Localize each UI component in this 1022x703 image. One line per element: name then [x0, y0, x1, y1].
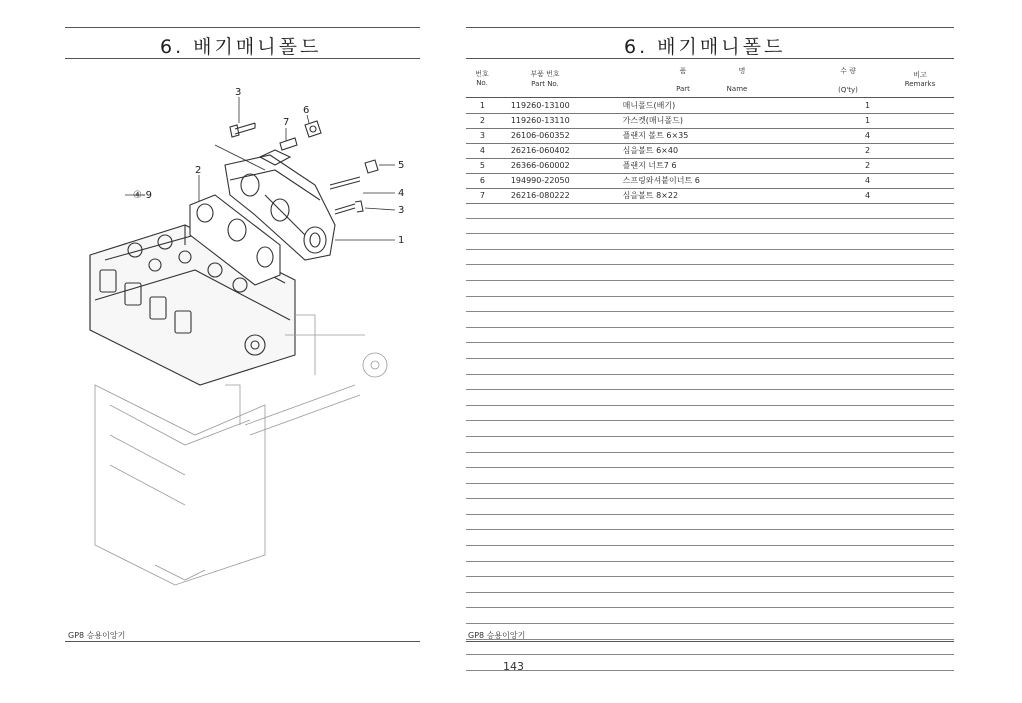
callout-3: 3 [398, 205, 405, 216]
cell-part-name: 매니폴드(배기) [621, 99, 837, 114]
cell-qty: 1 [837, 114, 899, 129]
callout-5: 5 [398, 160, 405, 171]
header-remarks-en: Remarks [904, 80, 936, 88]
page-title-right: 6. 배기매니폴드 [624, 36, 786, 58]
header-no-en: No. [476, 79, 488, 87]
cell-no: 3 [466, 129, 499, 144]
cell-part-no: 26216-080222 [499, 189, 621, 204]
top-rule-right [466, 27, 954, 28]
cell-part-no: 26106-060352 [499, 129, 621, 144]
cell-qty: 2 [837, 159, 899, 174]
cell-remarks [898, 189, 954, 204]
header-name-ko-1: 품 [679, 67, 687, 75]
cell-no: 2 [466, 114, 499, 129]
callout-4: 4 [398, 188, 405, 199]
table-row [466, 144, 954, 159]
cell-part-name: 플랜지 볼트 6×35 [621, 129, 837, 144]
cell-qty: 4 [837, 129, 899, 144]
cell-no: 1 [466, 99, 499, 114]
header-name-en-2: Name [726, 85, 748, 93]
header-remarks-ko: 비고 [913, 71, 927, 79]
header-part-no-ko: 부품 번호 [530, 70, 560, 78]
cell-part-no: 119260-13110 [499, 114, 621, 129]
footer-label: GP8 승용이앙기 [68, 631, 126, 640]
callout-6: 6 [303, 105, 310, 116]
header-no-ko: 번호 [475, 70, 489, 78]
table-row [466, 114, 954, 129]
cell-remarks [898, 129, 954, 144]
header-name-ko-2: 명 [738, 67, 746, 75]
table-row [466, 99, 954, 114]
cell-no: 4 [466, 144, 499, 159]
cell-qty: 4 [837, 189, 899, 204]
cell-remarks [898, 114, 954, 129]
cell-qty: 2 [837, 144, 899, 159]
parts-table [466, 99, 954, 204]
table-row [466, 189, 954, 204]
page-title: 6. 배기매니폴드 [160, 36, 322, 58]
header-rule [466, 97, 954, 98]
title-rule [65, 58, 420, 59]
exploded-parts-diagram [65, 85, 425, 605]
header-qty-ko: 수 량 [840, 67, 856, 75]
callout-7: 7 [283, 117, 290, 128]
callout-3-top: 3 [235, 87, 242, 98]
cell-part-name: 플랜지 너트7 6 [621, 159, 837, 174]
cell-no: 7 [466, 189, 499, 204]
cell-remarks [898, 99, 954, 114]
cell-qty: 1 [837, 99, 899, 114]
cell-part-no: 194990-22050 [499, 174, 621, 189]
page-number: 143 [503, 660, 524, 673]
table-row [466, 174, 954, 189]
cell-qty: 4 [837, 174, 899, 189]
callout-4-9: ④-9 [133, 190, 152, 201]
footer-rule [65, 641, 420, 642]
cell-remarks [898, 144, 954, 159]
table-row [466, 129, 954, 144]
cell-remarks [898, 174, 954, 189]
empty-ruled-rows [466, 203, 954, 671]
header-name-en-1: Part [676, 85, 690, 93]
cell-remarks [898, 159, 954, 174]
cell-part-name: 심을볼트 6×40 [621, 144, 837, 159]
cell-part-name: 스프링와셔붙이너트 6 [621, 174, 837, 189]
cell-no: 6 [466, 174, 499, 189]
footer-label-right: GP8 승용이앙기 [468, 631, 526, 640]
cell-no: 5 [466, 159, 499, 174]
title-rule-right [466, 58, 954, 59]
cell-part-no: 26366-060002 [499, 159, 621, 174]
callout-1: 1 [398, 235, 405, 246]
cell-part-no: 119260-13100 [499, 99, 621, 114]
header-qty-en: (Q'ty) [838, 86, 858, 94]
cell-part-no: 26216-060402 [499, 144, 621, 159]
cell-part-name: 가스켓(매니폴드) [621, 114, 837, 129]
callout-2: 2 [195, 165, 202, 176]
cell-part-name: 심을볼트 8×22 [621, 189, 837, 204]
footer-rule-right [466, 641, 954, 642]
top-rule [65, 27, 420, 28]
table-row [466, 159, 954, 174]
header-part-no-en: Part No. [531, 80, 559, 88]
